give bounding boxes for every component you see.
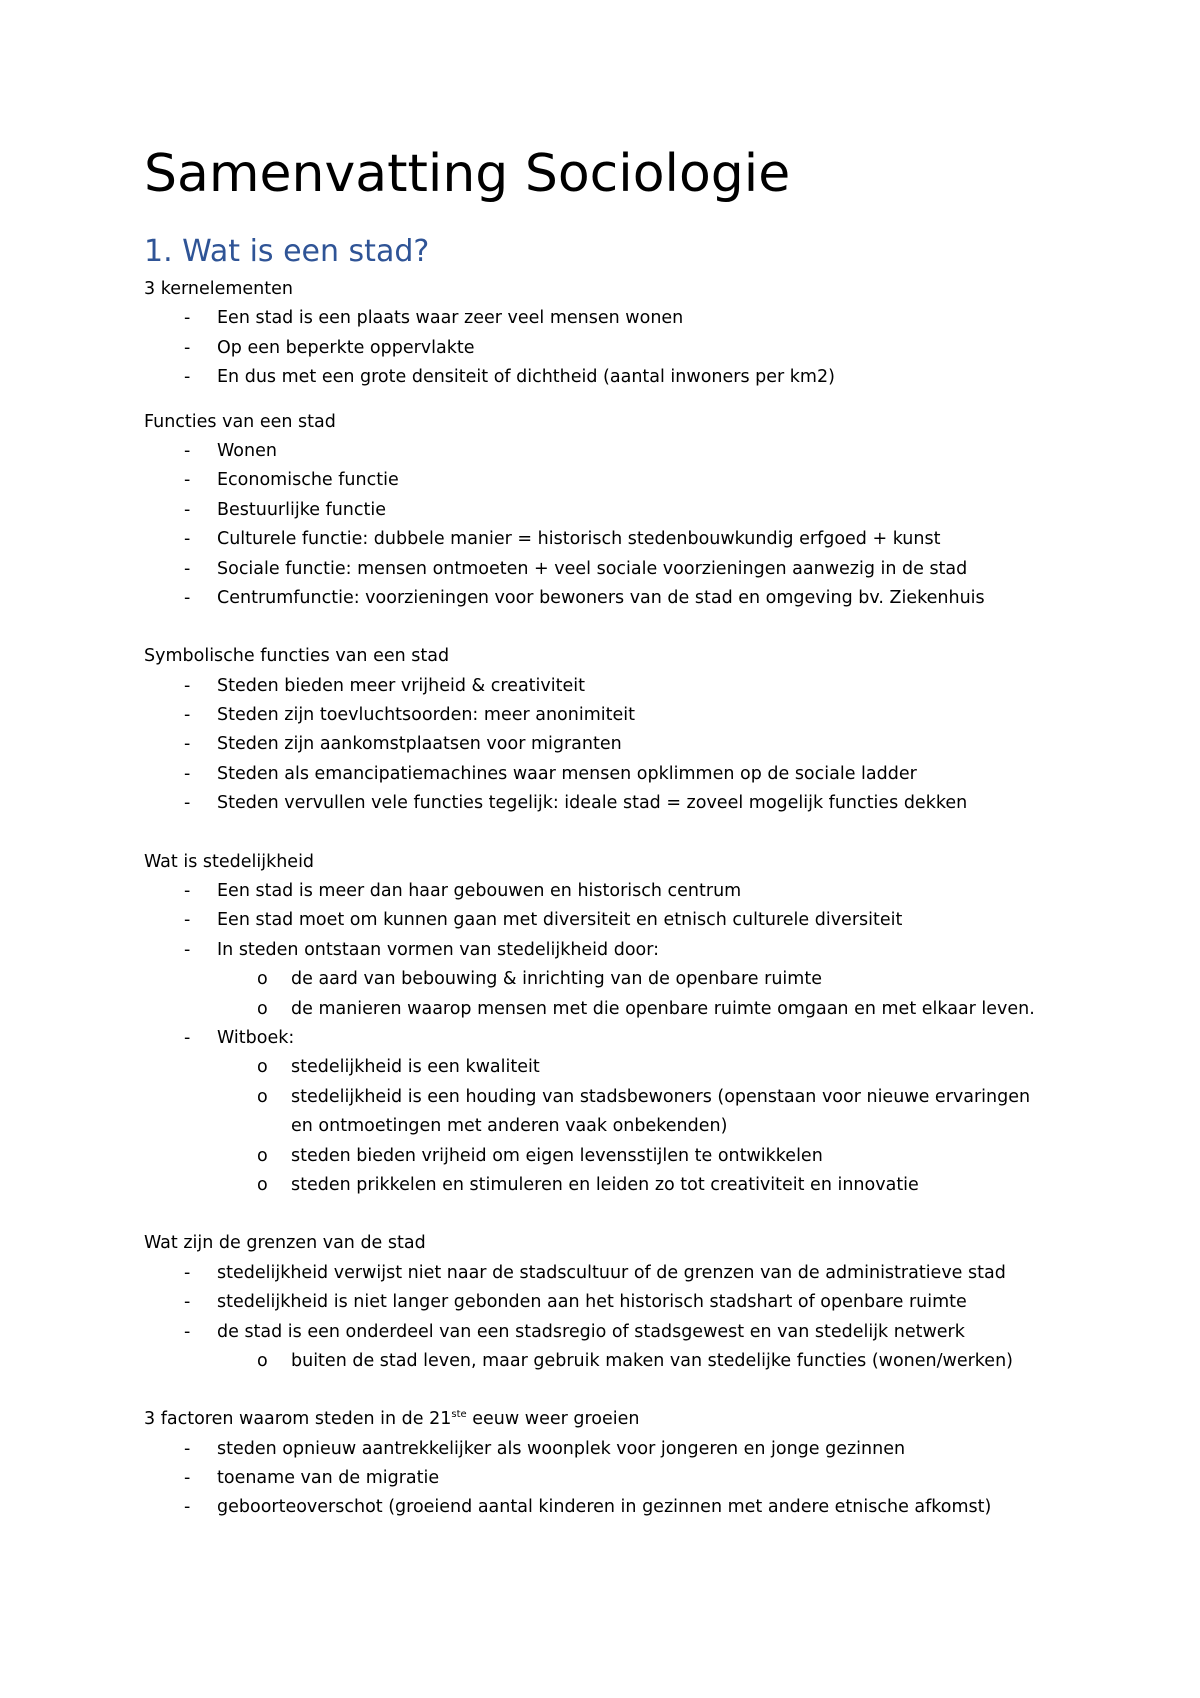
- dash-marker: -: [184, 939, 191, 960]
- dash-marker: -: [184, 881, 191, 902]
- document-body: [144, 275, 1144, 1523]
- sub-list-item: o stedelijkheid is een houding van stadsbewoners (openstaan voor nieuwe ervaringen en ontmoetingen met anderen vaak onbekenden): [144, 1083, 1144, 1142]
- bullet-marker: o: [257, 998, 268, 1019]
- dash-marker: -: [184, 734, 191, 755]
- dash-marker: -: [184, 337, 191, 358]
- sub-list-item: o stedelijkheid is een kwaliteit: [144, 1053, 1144, 1082]
- document-title: Samenvatting Sociologie: [144, 144, 791, 204]
- list-item: - Een stad is een plaats waar zeer veel mensen wonen: [144, 304, 1144, 333]
- dash-marker: -: [184, 1292, 191, 1313]
- bullet-marker: o: [257, 1086, 268, 1107]
- bullet-marker: o: [257, 1057, 268, 1078]
- section-title-factoren: 3 factoren waarom steden in de 21ste eeuw weer groeien: [144, 1409, 640, 1430]
- dash-marker: -: [184, 367, 191, 388]
- dash-marker: -: [184, 793, 191, 814]
- dash-marker: -: [184, 1262, 191, 1283]
- heading-wat-is-een-stad: 1. Wat is een stad?: [144, 234, 430, 269]
- dash-marker: -: [184, 1027, 191, 1048]
- dash-marker: -: [184, 1321, 191, 1342]
- list-item: - Economische functie: [144, 466, 1144, 495]
- list-item: - Op een beperkte oppervlakte: [144, 334, 1144, 363]
- sub-list-item: o de aard van bebouwing & inrichting van de openbare ruimte: [144, 965, 1144, 994]
- list-item: - Sociale functie: mensen ontmoeten + veel sociale voorzieningen aanwezig in de stad: [144, 555, 1144, 584]
- dash-marker: -: [184, 499, 191, 520]
- list-item: - steden opnieuw aantrekkelijker als woonplek voor jongeren en jonge gezinnen: [144, 1435, 1144, 1464]
- list-item: - Steden als emancipatiemachines waar mensen opklimmen op de sociale ladder: [144, 760, 1144, 789]
- dash-marker: -: [184, 440, 191, 461]
- dash-marker: -: [184, 1497, 191, 1518]
- dash-marker: -: [184, 529, 191, 550]
- list-item: - Witboek:: [144, 1024, 1144, 1053]
- bullet-marker: o: [257, 1145, 268, 1166]
- section-title-grenzen: Wat zijn de grenzen van de stad: [144, 1233, 426, 1254]
- dash-marker: -: [184, 470, 191, 491]
- list-item: - stedelijkheid is niet langer gebonden aan het historisch stadshart of openbare ruimte: [144, 1288, 1144, 1317]
- bullet-marker: o: [257, 969, 268, 990]
- dash-marker: -: [184, 558, 191, 579]
- list-item: - Steden bieden meer vrijheid & creativiteit: [144, 672, 1144, 701]
- dash-marker: -: [184, 1468, 191, 1489]
- list-item: - Steden vervullen vele functies tegelijk: ideale stad = zoveel mogelijk functies dekken: [144, 789, 1144, 818]
- list-item: - toename van de migratie: [144, 1464, 1144, 1493]
- list-item: - En dus met een grote densiteit of dichtheid (aantal inwoners per km2): [144, 363, 1144, 392]
- section-title-kernelementen: 3 kernelementen: [144, 279, 293, 299]
- dash-marker: -: [184, 587, 191, 608]
- list-item: - Culturele functie: dubbele manier = historisch stedenbouwkundig erfgoed + kunst: [144, 525, 1144, 554]
- dash-marker: -: [184, 308, 191, 329]
- sub-list-item: o steden prikkelen en stimuleren en leiden zo tot creativiteit en innovatie: [144, 1171, 1144, 1200]
- list-item: - Bestuurlijke functie: [144, 496, 1144, 525]
- dash-marker: -: [184, 1438, 191, 1459]
- list-item: - Steden zijn toevluchtsoorden: meer anonimiteit: [144, 701, 1144, 730]
- bullet-marker: o: [257, 1350, 268, 1371]
- dash-marker: -: [184, 910, 191, 931]
- sub-list-item: o steden bieden vrijheid om eigen levensstijlen te ontwikkelen: [144, 1142, 1144, 1171]
- sub-list-item: o de manieren waarop mensen met die openbare ruimte omgaan en met elkaar leven.: [144, 995, 1144, 1024]
- list-item: - Een stad is meer dan haar gebouwen en historisch centrum: [144, 877, 1144, 906]
- section-title-stedelijkheid: Wat is stedelijkheid: [144, 851, 315, 872]
- list-item: - In steden ontstaan vormen van stedelijkheid door:: [144, 936, 1144, 965]
- list-item: - geboorteoverschot (groeiend aantal kinderen in gezinnen met andere etnische afkomst): [144, 1493, 1144, 1522]
- list-item: - Wonen: [144, 437, 1144, 466]
- list-item: - de stad is een onderdeel van een stadsregio of stadsgewest en van stedelijk netwerk: [144, 1318, 1144, 1347]
- list-item: - Centrumfunctie: voorzieningen voor bewoners van de stad en omgeving bv. Ziekenhuis: [144, 584, 1144, 613]
- list-item: - stedelijkheid verwijst niet naar de stadscultuur of de grenzen van de administratieve stad: [144, 1259, 1144, 1288]
- section-title-symbolische-functies: Symbolische functies van een stad: [144, 646, 450, 667]
- bullet-marker: o: [257, 1174, 268, 1195]
- dash-marker: -: [184, 675, 191, 696]
- dash-marker: -: [184, 705, 191, 726]
- section-title-functies: Functies van een stad: [144, 411, 336, 432]
- list-item: - Steden zijn aankomstplaatsen voor migranten: [144, 730, 1144, 759]
- sub-list-item: o buiten de stad leven, maar gebruik maken van stedelijke functies (wonen/werken): [144, 1347, 1144, 1376]
- list-item: - Een stad moet om kunnen gaan met diversiteit en etnisch culturele diversiteit: [144, 906, 1144, 935]
- dash-marker: -: [184, 763, 191, 784]
